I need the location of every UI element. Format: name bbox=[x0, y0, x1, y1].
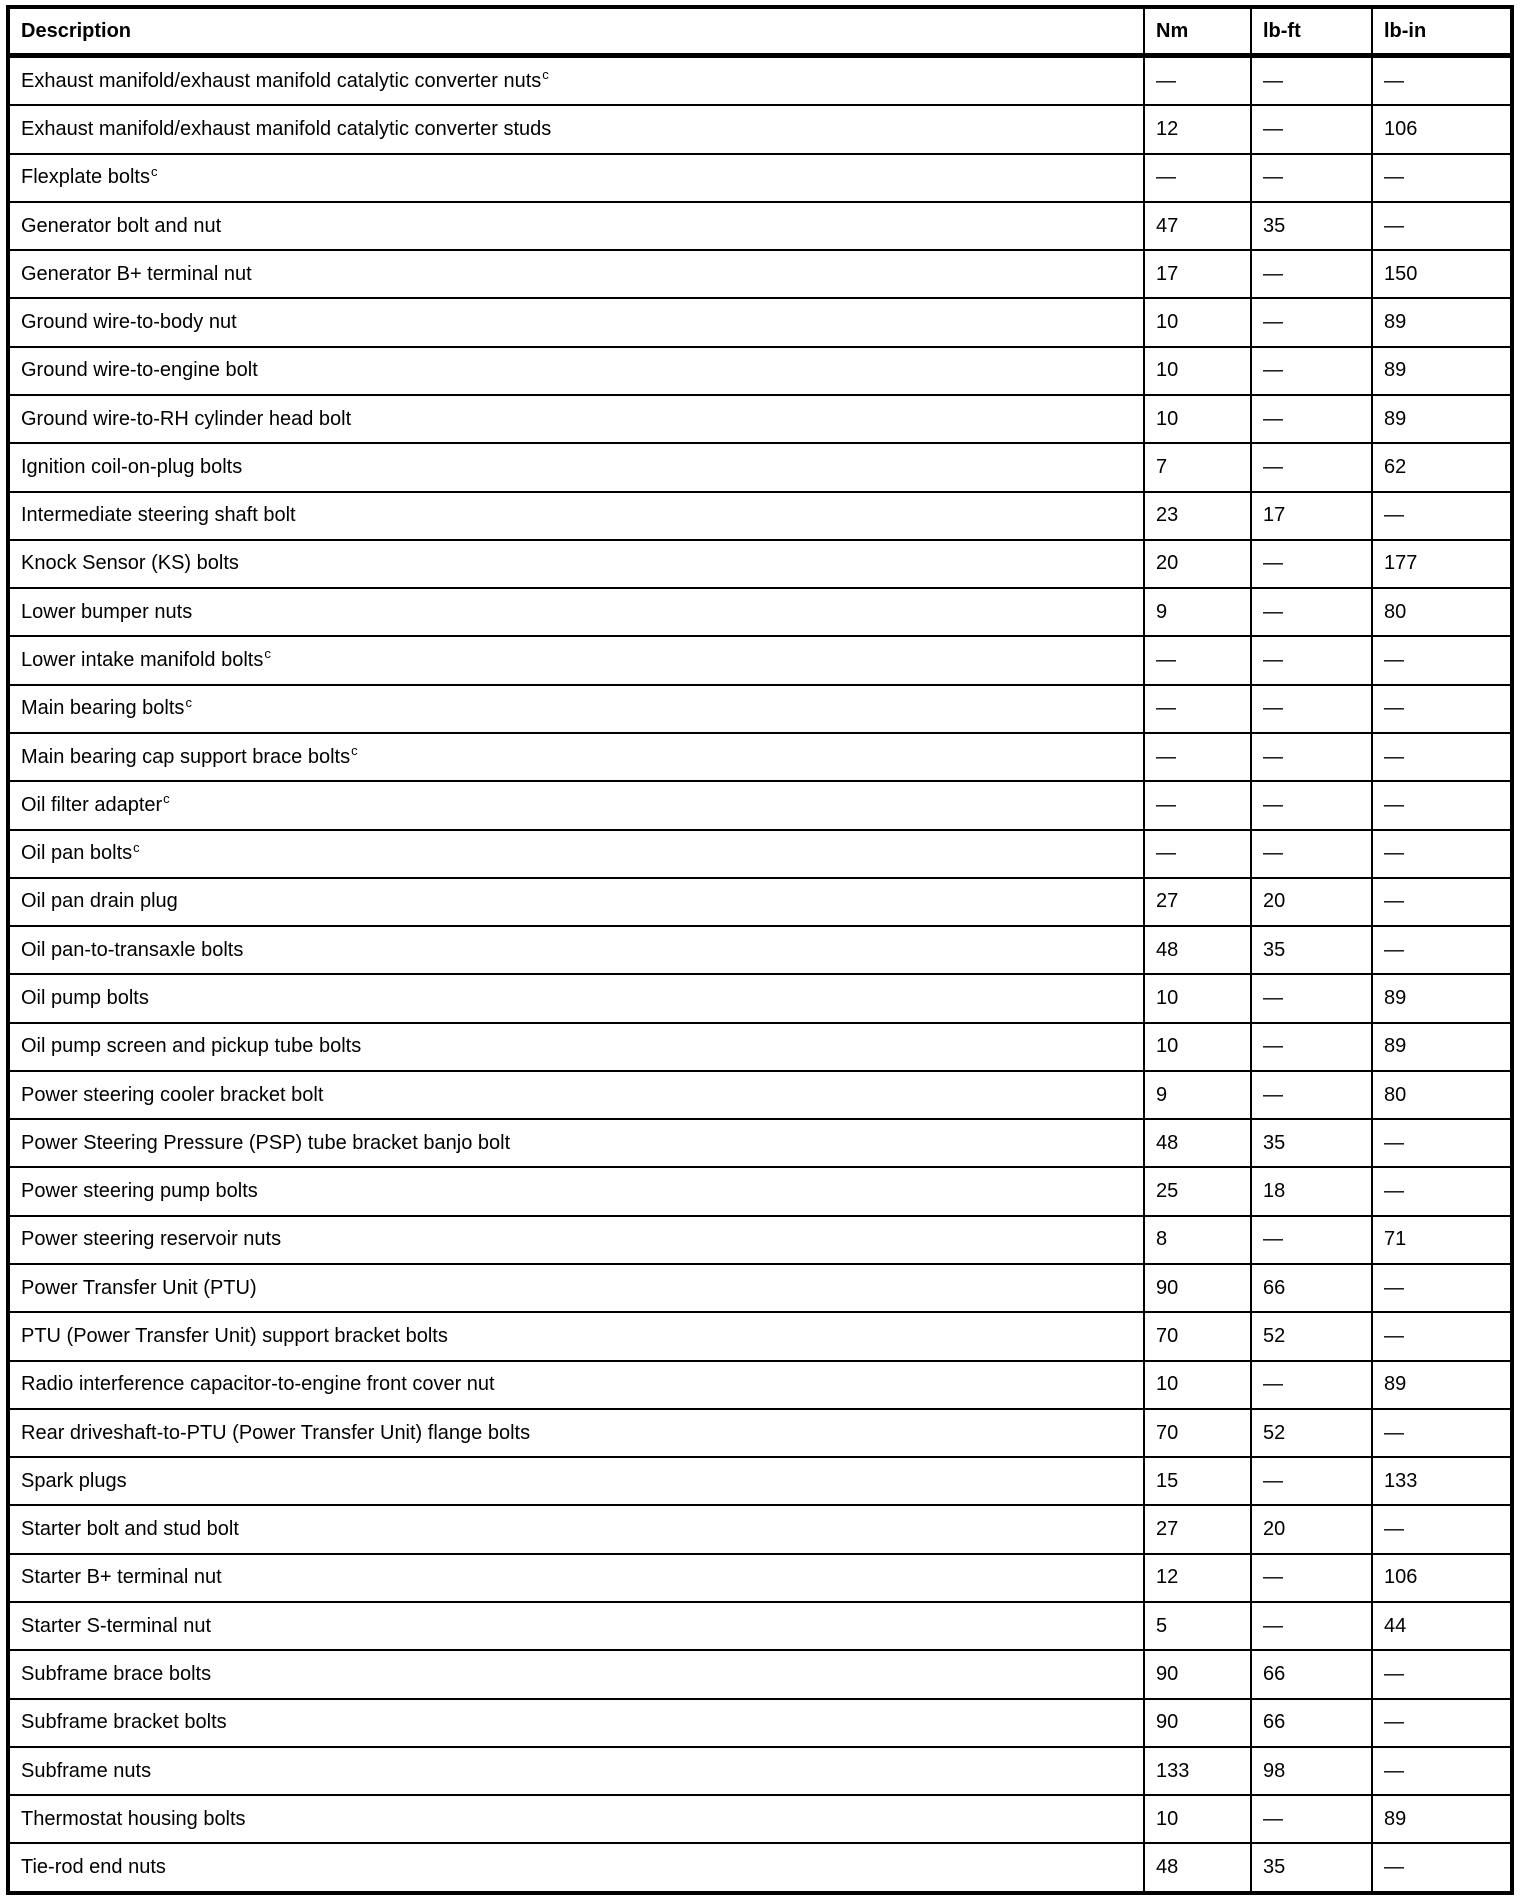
lbin-value-cell: — bbox=[1372, 636, 1512, 684]
lbin-value-cell: — bbox=[1372, 1409, 1512, 1457]
lbin-value-cell: 62 bbox=[1372, 443, 1512, 491]
description-text: Power steering pump bolts bbox=[21, 1180, 258, 1203]
description-cell bbox=[8, 1747, 1144, 1795]
lbin-value-cell: — bbox=[1372, 878, 1512, 926]
description-text: Exhaust manifold/exhaust manifold catalytic converter nuts bbox=[21, 69, 542, 92]
description-text: Generator B+ terminal nut bbox=[21, 262, 252, 285]
lbft-value-cell: 35 bbox=[1251, 1843, 1372, 1893]
lbin-value-cell: 44 bbox=[1372, 1602, 1512, 1650]
nm-value-cell: 90 bbox=[1144, 1650, 1251, 1698]
lbft-value-cell: — bbox=[1251, 636, 1372, 684]
description-cell bbox=[8, 636, 1144, 684]
nm-value-cell: 27 bbox=[1144, 878, 1251, 926]
lbin-value-cell: 80 bbox=[1372, 588, 1512, 636]
description-cell bbox=[8, 492, 1144, 540]
description-cell bbox=[8, 1216, 1144, 1264]
description-text: Main bearing cap support brace bolts bbox=[21, 745, 351, 768]
description-cell bbox=[8, 1602, 1144, 1650]
table-row bbox=[8, 250, 1512, 298]
nm-value-cell: 90 bbox=[1144, 1699, 1251, 1747]
table-row bbox=[8, 1264, 1512, 1312]
nm-value-cell: 12 bbox=[1144, 1554, 1251, 1602]
description-text: Generator bolt and nut bbox=[21, 214, 222, 237]
lbft-value-cell: — bbox=[1251, 1023, 1372, 1071]
table-row bbox=[8, 56, 1512, 106]
description-cell bbox=[8, 1312, 1144, 1360]
lbft-value-cell: — bbox=[1251, 1071, 1372, 1119]
description-cell bbox=[8, 1071, 1144, 1119]
table-row bbox=[8, 1699, 1512, 1747]
table-body bbox=[8, 56, 1512, 1894]
description-text: Lower bumper nuts bbox=[21, 600, 193, 623]
table-row bbox=[8, 1602, 1512, 1650]
lbft-value-cell: — bbox=[1251, 733, 1372, 781]
description-cell bbox=[8, 1361, 1144, 1409]
nm-value-cell: 133 bbox=[1144, 1747, 1251, 1795]
lbin-value-cell: 177 bbox=[1372, 540, 1512, 588]
lbft-value-cell: — bbox=[1251, 830, 1372, 878]
nm-value-cell: 17 bbox=[1144, 250, 1251, 298]
table-row bbox=[8, 830, 1512, 878]
lbft-value-cell: — bbox=[1251, 1795, 1372, 1843]
description-text: Ground wire-to-body nut bbox=[21, 311, 237, 334]
lbft-value-cell: 35 bbox=[1251, 1119, 1372, 1167]
table-row bbox=[8, 492, 1512, 540]
table-row bbox=[8, 1312, 1512, 1360]
lbin-value-cell: — bbox=[1372, 1650, 1512, 1698]
table-row bbox=[8, 1167, 1512, 1215]
description-text: Exhaust manifold/exhaust manifold catalytic converter studs bbox=[21, 117, 552, 140]
lbft-value-cell: — bbox=[1251, 1361, 1372, 1409]
description-cell bbox=[8, 878, 1144, 926]
description-cell bbox=[8, 347, 1144, 395]
description-text: Subframe nuts bbox=[21, 1759, 152, 1782]
lbft-value-cell: 20 bbox=[1251, 878, 1372, 926]
nm-value-cell: — bbox=[1144, 781, 1251, 829]
nm-value-cell: 48 bbox=[1144, 926, 1251, 974]
footnote-marker: c bbox=[163, 791, 170, 807]
table-row bbox=[8, 1361, 1512, 1409]
lbin-value-cell: — bbox=[1372, 733, 1512, 781]
table-row bbox=[8, 395, 1512, 443]
description-cell bbox=[8, 1264, 1144, 1312]
lbft-value-cell: — bbox=[1251, 443, 1372, 491]
footnote-marker: c bbox=[264, 646, 271, 662]
lbin-value-cell: — bbox=[1372, 1843, 1512, 1893]
column-header-lbft: lb-ft bbox=[1251, 7, 1372, 56]
nm-value-cell: 10 bbox=[1144, 347, 1251, 395]
table-row bbox=[8, 878, 1512, 926]
lbft-value-cell: 98 bbox=[1251, 1747, 1372, 1795]
nm-value-cell: 9 bbox=[1144, 1071, 1251, 1119]
description-text: Oil pump screen and pickup tube bolts bbox=[21, 1035, 362, 1058]
column-header-nm: Nm bbox=[1144, 7, 1251, 56]
lbft-value-cell: 35 bbox=[1251, 202, 1372, 250]
lbft-value-cell: — bbox=[1251, 974, 1372, 1022]
lbin-value-cell: — bbox=[1372, 1312, 1512, 1360]
description-cell bbox=[8, 298, 1144, 346]
description-text: Thermostat housing bolts bbox=[21, 1807, 246, 1830]
lbft-value-cell: — bbox=[1251, 685, 1372, 733]
description-cell bbox=[8, 56, 1144, 106]
lbft-value-cell: — bbox=[1251, 1554, 1372, 1602]
lbin-value-cell: — bbox=[1372, 781, 1512, 829]
nm-value-cell: 70 bbox=[1144, 1312, 1251, 1360]
nm-value-cell: — bbox=[1144, 733, 1251, 781]
nm-value-cell: 9 bbox=[1144, 588, 1251, 636]
description-text: Knock Sensor (KS) bolts bbox=[21, 552, 239, 575]
table-row bbox=[8, 347, 1512, 395]
description-cell bbox=[8, 1457, 1144, 1505]
table-row bbox=[8, 1650, 1512, 1698]
nm-value-cell: 48 bbox=[1144, 1119, 1251, 1167]
description-text: Starter S-terminal nut bbox=[21, 1614, 212, 1637]
table-row bbox=[8, 1747, 1512, 1795]
description-cell bbox=[8, 1409, 1144, 1457]
table-row bbox=[8, 781, 1512, 829]
footnote-marker: c bbox=[185, 694, 192, 710]
lbft-value-cell: — bbox=[1251, 781, 1372, 829]
nm-value-cell: 47 bbox=[1144, 202, 1251, 250]
nm-value-cell: 7 bbox=[1144, 443, 1251, 491]
nm-value-cell: 90 bbox=[1144, 1264, 1251, 1312]
lbin-value-cell: 150 bbox=[1372, 250, 1512, 298]
nm-value-cell: — bbox=[1144, 830, 1251, 878]
column-header-lbin: lb-in bbox=[1372, 7, 1512, 56]
description-text: Spark plugs bbox=[21, 1469, 127, 1492]
table-row bbox=[8, 733, 1512, 781]
description-cell bbox=[8, 540, 1144, 588]
description-cell bbox=[8, 154, 1144, 202]
description-text: Power Transfer Unit (PTU) bbox=[21, 1276, 257, 1299]
lbin-value-cell: 89 bbox=[1372, 395, 1512, 443]
description-cell bbox=[8, 443, 1144, 491]
nm-value-cell: — bbox=[1144, 154, 1251, 202]
lbft-value-cell: — bbox=[1251, 395, 1372, 443]
description-text: Oil pump bolts bbox=[21, 987, 149, 1009]
nm-value-cell: 23 bbox=[1144, 492, 1251, 540]
table-row bbox=[8, 298, 1512, 346]
table-row bbox=[8, 540, 1512, 588]
description-cell bbox=[8, 1167, 1144, 1215]
description-text: Oil pan bolts bbox=[21, 842, 133, 865]
lbft-value-cell: 52 bbox=[1251, 1409, 1372, 1457]
lbft-value-cell: — bbox=[1251, 347, 1372, 395]
description-text: Subframe brace bolts bbox=[21, 1662, 212, 1685]
nm-value-cell: 25 bbox=[1144, 1167, 1251, 1215]
lbin-value-cell: 89 bbox=[1372, 974, 1512, 1022]
lbin-value-cell: — bbox=[1372, 56, 1512, 106]
description-cell bbox=[8, 1795, 1144, 1843]
lbft-value-cell: 52 bbox=[1251, 1312, 1372, 1360]
lbft-value-cell: — bbox=[1251, 154, 1372, 202]
table-row bbox=[8, 1505, 1512, 1553]
description-text: Oil pan drain plug bbox=[21, 890, 178, 913]
description-cell bbox=[8, 926, 1144, 974]
description-text: Intermediate steering shaft bolt bbox=[21, 504, 296, 527]
table-row bbox=[8, 1409, 1512, 1457]
description-cell bbox=[8, 1699, 1144, 1747]
nm-value-cell: 20 bbox=[1144, 540, 1251, 588]
description-cell bbox=[8, 105, 1144, 153]
nm-value-cell: 10 bbox=[1144, 974, 1251, 1022]
lbft-value-cell: 66 bbox=[1251, 1699, 1372, 1747]
lbin-value-cell: 89 bbox=[1372, 1795, 1512, 1843]
description-cell bbox=[8, 685, 1144, 733]
lbin-value-cell: — bbox=[1372, 154, 1512, 202]
lbft-value-cell: — bbox=[1251, 588, 1372, 636]
lbin-value-cell: — bbox=[1372, 1264, 1512, 1312]
lbin-value-cell: — bbox=[1372, 926, 1512, 974]
nm-value-cell: — bbox=[1144, 685, 1251, 733]
lbin-value-cell: — bbox=[1372, 685, 1512, 733]
description-cell bbox=[8, 1023, 1144, 1071]
footnote-marker: c bbox=[351, 742, 358, 758]
nm-value-cell: 10 bbox=[1144, 298, 1251, 346]
lbin-value-cell: 89 bbox=[1372, 298, 1512, 346]
table-row bbox=[8, 974, 1512, 1022]
lbft-value-cell: — bbox=[1251, 298, 1372, 346]
description-cell bbox=[8, 974, 1144, 1022]
description-text: Oil pan-to-transaxle bolts bbox=[21, 938, 244, 961]
description-cell bbox=[8, 1119, 1144, 1167]
lbft-value-cell: 18 bbox=[1251, 1167, 1372, 1215]
lbin-value-cell: 80 bbox=[1372, 1071, 1512, 1119]
table-row bbox=[8, 1457, 1512, 1505]
description-text: Power Steering Pressure (PSP) tube bracket banjo bolt bbox=[21, 1131, 511, 1154]
description-text: PTU (Power Transfer Unit) support bracket bolts bbox=[21, 1324, 448, 1347]
nm-value-cell: 15 bbox=[1144, 1457, 1251, 1505]
lbin-value-cell: — bbox=[1372, 830, 1512, 878]
description-text: Flexplate bolts bbox=[21, 166, 150, 189]
lbin-value-cell: — bbox=[1372, 1167, 1512, 1215]
nm-value-cell: 10 bbox=[1144, 1023, 1251, 1071]
description-text: Ground wire-to-engine bolt bbox=[21, 359, 258, 382]
table-row bbox=[8, 202, 1512, 250]
lbft-value-cell: — bbox=[1251, 250, 1372, 298]
table-row bbox=[8, 443, 1512, 491]
description-cell bbox=[8, 1650, 1144, 1698]
lbin-value-cell: 133 bbox=[1372, 1457, 1512, 1505]
footnote-marker: c bbox=[542, 66, 549, 82]
nm-value-cell: 48 bbox=[1144, 1843, 1251, 1893]
lbin-value-cell: 89 bbox=[1372, 347, 1512, 395]
description-text: Starter bolt and stud bolt bbox=[21, 1518, 239, 1541]
description-text: Power steering cooler bracket bolt bbox=[21, 1083, 324, 1106]
description-text: Tie-rod end nuts bbox=[21, 1856, 166, 1879]
description-text: Starter B+ terminal nut bbox=[21, 1566, 222, 1589]
nm-value-cell: 12 bbox=[1144, 105, 1251, 153]
description-cell bbox=[8, 1554, 1144, 1602]
table-row bbox=[8, 685, 1512, 733]
lbft-value-cell: 17 bbox=[1251, 492, 1372, 540]
table-row bbox=[8, 636, 1512, 684]
lbft-value-cell: 66 bbox=[1251, 1650, 1372, 1698]
description-cell bbox=[8, 733, 1144, 781]
lbin-value-cell: 106 bbox=[1372, 105, 1512, 153]
lbin-value-cell: — bbox=[1372, 492, 1512, 540]
lbin-value-cell: 106 bbox=[1372, 1554, 1512, 1602]
nm-value-cell: 27 bbox=[1144, 1505, 1251, 1553]
table-row bbox=[8, 154, 1512, 202]
table-row bbox=[8, 1554, 1512, 1602]
table-row bbox=[8, 588, 1512, 636]
description-text: Rear driveshaft-to-PTU (Power Transfer Unit) flange bolts bbox=[21, 1421, 531, 1444]
table-row bbox=[8, 1119, 1512, 1167]
nm-value-cell: 10 bbox=[1144, 395, 1251, 443]
lbin-value-cell: — bbox=[1372, 202, 1512, 250]
table-row bbox=[8, 105, 1512, 153]
lbft-value-cell: — bbox=[1251, 540, 1372, 588]
description-cell bbox=[8, 588, 1144, 636]
lbft-value-cell: 20 bbox=[1251, 1505, 1372, 1553]
table-row bbox=[8, 1843, 1512, 1893]
lbin-value-cell: 89 bbox=[1372, 1023, 1512, 1071]
lbin-value-cell: 89 bbox=[1372, 1361, 1512, 1409]
description-text: Main bearing bolts bbox=[21, 697, 185, 720]
nm-value-cell: 10 bbox=[1144, 1361, 1251, 1409]
nm-value-cell: 8 bbox=[1144, 1216, 1251, 1264]
lbft-value-cell: 35 bbox=[1251, 926, 1372, 974]
description-text: Subframe bracket bolts bbox=[21, 1711, 227, 1734]
description-cell bbox=[8, 202, 1144, 250]
description-cell bbox=[8, 1505, 1144, 1553]
description-text: Lower intake manifold bolts bbox=[21, 649, 264, 672]
lbin-value-cell: — bbox=[1372, 1747, 1512, 1795]
description-text: Oil filter adapter bbox=[21, 793, 163, 816]
torque-spec-table bbox=[6, 5, 1514, 1895]
description-cell bbox=[8, 1843, 1144, 1893]
lbft-value-cell: — bbox=[1251, 1602, 1372, 1650]
nm-value-cell: — bbox=[1144, 636, 1251, 684]
description-text: Ignition coil-on-plug bolts bbox=[21, 455, 243, 478]
description-cell bbox=[8, 395, 1144, 443]
lbin-value-cell: — bbox=[1372, 1699, 1512, 1747]
table-row bbox=[8, 926, 1512, 974]
table-row bbox=[8, 1023, 1512, 1071]
header-row bbox=[8, 7, 1512, 56]
description-text: Power steering reservoir nuts bbox=[21, 1228, 282, 1251]
nm-value-cell: 5 bbox=[1144, 1602, 1251, 1650]
lbft-value-cell: — bbox=[1251, 105, 1372, 153]
lbin-value-cell: — bbox=[1372, 1505, 1512, 1553]
footnote-marker: c bbox=[150, 163, 158, 179]
nm-value-cell: 70 bbox=[1144, 1409, 1251, 1457]
description-cell bbox=[8, 250, 1144, 298]
description-cell bbox=[8, 781, 1144, 829]
footnote-marker: c bbox=[133, 839, 140, 855]
description-cell bbox=[8, 830, 1144, 878]
table-row bbox=[8, 1216, 1512, 1264]
lbft-value-cell: — bbox=[1251, 1216, 1372, 1264]
table-row bbox=[8, 1071, 1512, 1119]
nm-value-cell: — bbox=[1144, 56, 1251, 106]
description-text: Radio interference capacitor-to-engine front cover nut bbox=[21, 1373, 495, 1396]
lbin-value-cell: — bbox=[1372, 1119, 1512, 1167]
lbft-value-cell: 66 bbox=[1251, 1264, 1372, 1312]
lbft-value-cell: — bbox=[1251, 1457, 1372, 1505]
nm-value-cell: 10 bbox=[1144, 1795, 1251, 1843]
lbft-value-cell: — bbox=[1251, 56, 1372, 106]
column-header-description: Description bbox=[8, 7, 1144, 56]
lbin-value-cell: 71 bbox=[1372, 1216, 1512, 1264]
description-text: Ground wire-to-RH cylinder head bolt bbox=[21, 407, 352, 430]
table-row bbox=[8, 1795, 1512, 1843]
